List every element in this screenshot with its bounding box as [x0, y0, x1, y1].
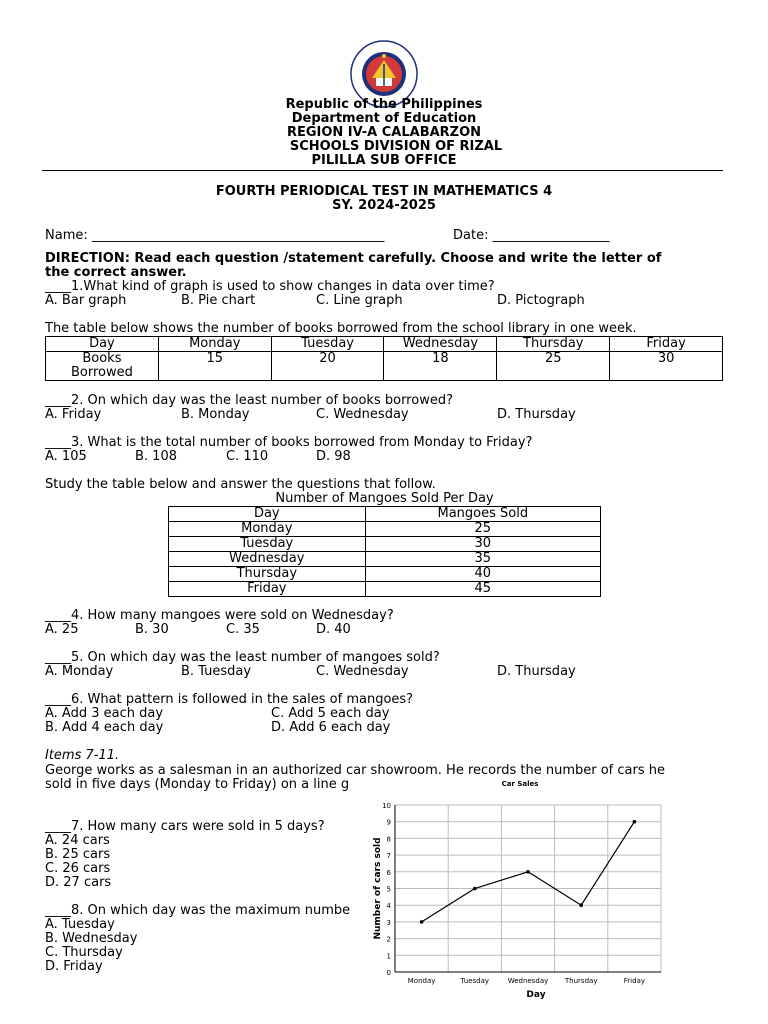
- header-sub-office: PILILLA SUB OFFICE: [311, 153, 457, 168]
- mango-row-day: Wednesday: [169, 552, 366, 567]
- choice-7a: A. 24 cars: [45, 833, 110, 848]
- car-sales-chart-svg: [365, 775, 665, 1005]
- mango-row-day: Tuesday: [169, 537, 366, 552]
- choice-3c: C. 110: [226, 449, 269, 464]
- y-tick-label: 0: [386, 969, 391, 977]
- data-point: [579, 903, 583, 907]
- y-tick-label: 3: [386, 918, 391, 927]
- choice-4d: D. 40: [316, 622, 351, 637]
- choice-2b: B. Monday: [181, 407, 250, 422]
- choice-1d: D. Pictograph: [497, 293, 585, 308]
- george-line-1: George works as a salesman in an authorized car showroom. He records the number of cars he: [45, 763, 665, 778]
- header-divider: [42, 170, 723, 171]
- chart-title: Car Sales: [501, 780, 539, 788]
- question-5: ____5. On which day was the least number of mangoes sold?: [45, 650, 440, 665]
- header-department: Department of Education: [291, 111, 477, 126]
- books-row-label-1: Books: [82, 351, 122, 366]
- x-tick-label: Thursday: [564, 977, 598, 985]
- y-tick-label: 2: [386, 935, 391, 944]
- george-line-2: sold in five days (Monday to Friday) on a line g: [45, 777, 350, 792]
- choice-2c: C. Wednesday: [316, 407, 409, 422]
- choice-6d: D. Add 6 each day: [271, 720, 391, 735]
- mango-row-day: Monday: [169, 522, 366, 537]
- books-value-thursday: 25: [497, 352, 610, 381]
- direction-line-2: the correct answer.: [45, 265, 187, 280]
- choice-5c: C. Wednesday: [316, 664, 409, 679]
- x-tick-label: Monday: [407, 977, 436, 985]
- choice-8c: C. Thursday: [45, 945, 123, 960]
- choice-5d: D. Thursday: [497, 664, 576, 679]
- y-tick-label: 6: [386, 868, 391, 877]
- question-6: ____6. What pattern is followed in the sales of mangoes?: [45, 692, 414, 707]
- choice-4c: C. 35: [226, 622, 260, 637]
- books-value-friday: 30: [610, 352, 723, 381]
- choice-3d: D. 98: [316, 449, 351, 464]
- y-tick-label: 1: [386, 952, 391, 961]
- items-label: Items 7-11.: [45, 748, 120, 763]
- data-point: [526, 870, 530, 874]
- question-1: ____1.What kind of graph is used to show changes in data over time?: [45, 279, 495, 294]
- name-field[interactable]: Name: _____________________________________________: [45, 228, 385, 243]
- mango-row-sold: 35: [365, 552, 600, 567]
- books-header-thursday: Thursday: [497, 337, 610, 352]
- x-tick-label: Wednesday: [507, 977, 549, 985]
- choice-7c: C. 26 cars: [45, 861, 111, 876]
- mango-table-intro: Study the table below and answer the questions that follow.: [45, 477, 436, 492]
- choice-8a: A. Tuesday: [45, 917, 115, 932]
- books-header-wednesday: Wednesday: [384, 337, 497, 352]
- choice-8d: D. Friday: [45, 959, 103, 974]
- y-axis-label: Number of cars sold: [373, 837, 383, 940]
- books-row-label-2: Borrowed: [70, 365, 133, 380]
- school-year: SY. 2024-2025: [332, 198, 436, 213]
- books-header-friday: Friday: [610, 337, 723, 352]
- books-row-label: [46, 352, 159, 381]
- header-republic: Republic of the Philippines: [285, 97, 483, 112]
- choice-7b: B. 25 cars: [45, 847, 111, 862]
- car-sales-chart: [365, 775, 665, 1005]
- data-point: [633, 820, 637, 824]
- choice-6b: B. Add 4 each day: [45, 720, 164, 735]
- mango-row-sold: 40: [365, 567, 600, 582]
- choice-1b: B. Pie chart: [181, 293, 256, 308]
- mango-row-sold: 30: [365, 537, 600, 552]
- y-tick-label: 9: [386, 818, 391, 827]
- mango-header-day: Day: [169, 507, 366, 522]
- mango-header-sold: Mangoes Sold: [365, 507, 600, 522]
- mango-row-day: Friday: [169, 582, 366, 597]
- books-value-wednesday: 18: [384, 352, 497, 381]
- books-value-monday: 15: [158, 352, 271, 381]
- mango-table-caption: Number of Mangoes Sold Per Day: [275, 491, 494, 506]
- y-tick-label: 4: [386, 902, 391, 911]
- data-point: [473, 887, 477, 891]
- choice-2a: A. Friday: [45, 407, 102, 422]
- header-division: SCHOOLS DIVISION OF RIZAL: [289, 139, 503, 154]
- mango-row-sold: 45: [365, 582, 600, 597]
- choice-3b: B. 108: [135, 449, 177, 464]
- books-header-day: Day: [46, 337, 159, 352]
- x-tick-label: Friday: [623, 977, 646, 985]
- choice-6c: C. Add 5 each day: [271, 706, 390, 721]
- question-8: ____8. On which day was the maximum numbe: [45, 903, 351, 918]
- question-2: ____2. On which day was the least number of books borrowed?: [45, 393, 453, 408]
- choice-1c: C. Line graph: [316, 293, 403, 308]
- choice-4a: A. 25: [45, 622, 79, 637]
- choice-5a: A. Monday: [45, 664, 114, 679]
- choice-5b: B. Tuesday: [181, 664, 252, 679]
- choice-3a: A. 105: [45, 449, 87, 464]
- books-value-tuesday: 20: [271, 352, 384, 381]
- x-axis-label: Day: [526, 990, 546, 1000]
- y-tick-label: 8: [386, 835, 391, 844]
- choice-2d: D. Thursday: [497, 407, 576, 422]
- mango-row-day: Thursday: [169, 567, 366, 582]
- mango-row-sold: 25: [365, 522, 600, 537]
- direction-line-1: DIRECTION: Read each question /statement carefully. Choose and write the letter of: [45, 251, 662, 266]
- y-tick-label: 5: [386, 885, 391, 894]
- header-region: REGION IV-A CALABARZON: [286, 125, 482, 140]
- date-field[interactable]: Date: __________________: [453, 228, 610, 243]
- choice-1a: A. Bar graph: [45, 293, 127, 308]
- y-tick-label: 7: [386, 852, 391, 861]
- x-tick-label: Tuesday: [460, 977, 490, 985]
- choice-8b: B. Wednesday: [45, 931, 138, 946]
- books-table: [45, 336, 723, 381]
- books-header-monday: Monday: [158, 337, 271, 352]
- choice-4b: B. 30: [135, 622, 169, 637]
- choice-7d: D. 27 cars: [45, 875, 112, 890]
- books-header-tuesday: Tuesday: [271, 337, 384, 352]
- books-table-intro: The table below shows the number of books borrowed from the school library in one week.: [45, 321, 637, 336]
- test-title: FOURTH PERIODICAL TEST IN MATHEMATICS 4: [215, 184, 553, 199]
- data-point: [420, 920, 424, 924]
- question-7: ____7. How many cars were sold in 5 days?: [45, 819, 325, 834]
- mango-table: [168, 506, 601, 597]
- choice-6a: A. Add 3 each day: [45, 706, 164, 721]
- question-4: ____4. How many mangoes were sold on Wednesday?: [45, 608, 394, 623]
- y-tick-label: 10: [382, 802, 391, 810]
- question-3: ____3. What is the total number of books borrowed from Monday to Friday?: [45, 435, 533, 450]
